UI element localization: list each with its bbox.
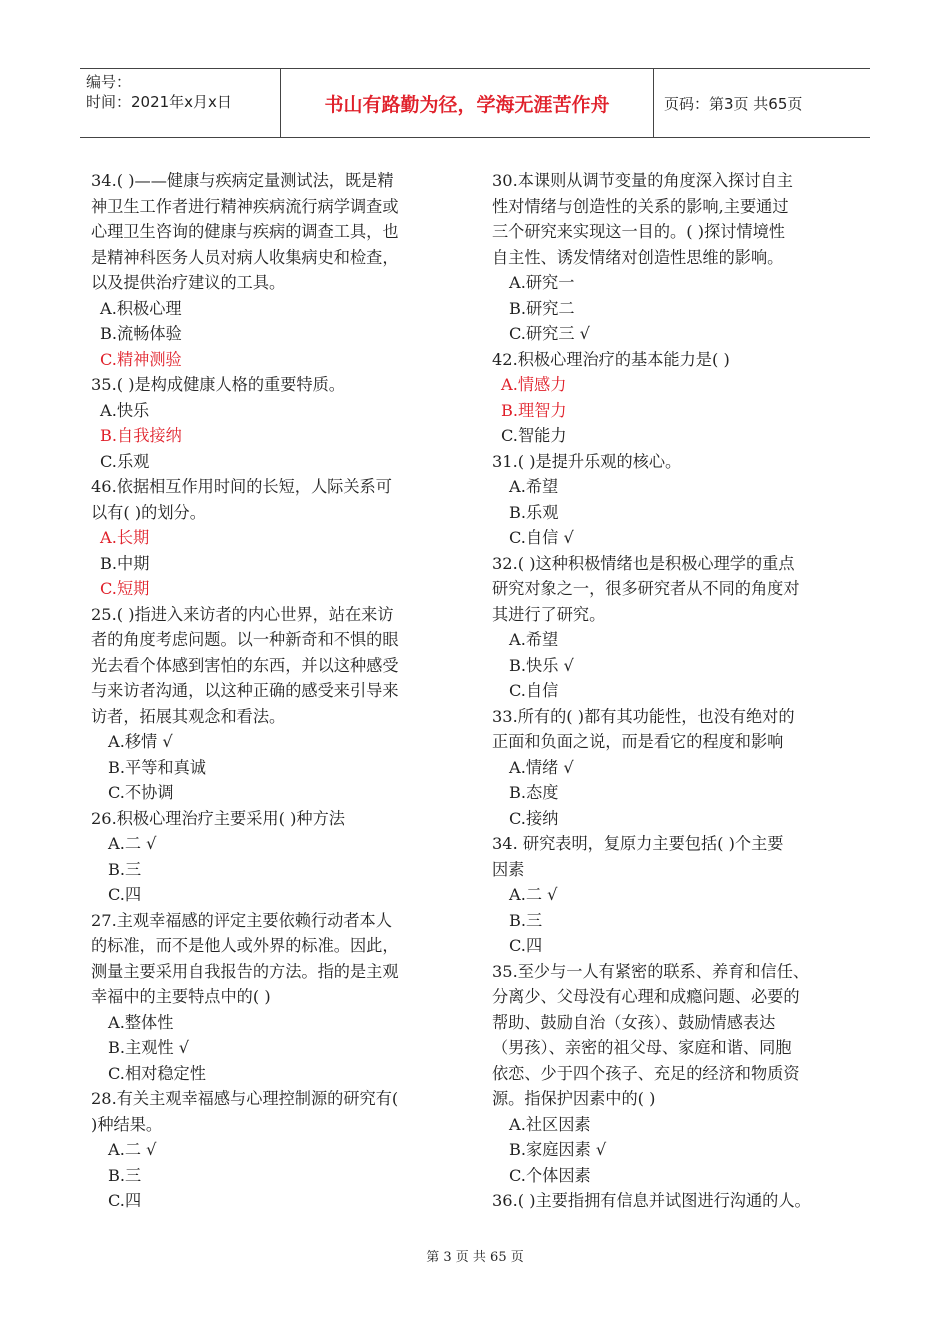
question-line: 源。指保护因素中的( ) bbox=[492, 1089, 656, 1108]
question-line: 访者，拓展其观念和看法。 bbox=[91, 706, 286, 726]
option-line: A.长期 bbox=[100, 528, 150, 547]
header-number-label: 编号： bbox=[86, 73, 132, 91]
option-line: B.快乐 √ bbox=[509, 655, 574, 675]
option-line: B.主观性 √ bbox=[108, 1038, 190, 1057]
header-motto: 书山有路勤为径，学海无涯苦作舟 bbox=[280, 69, 654, 137]
option-line: B.乐观 bbox=[509, 502, 559, 522]
right-column bbox=[492, 168, 872, 1214]
question-line: 幸福中的主要特点中的( ) bbox=[91, 987, 271, 1006]
option-line: A.社区因素 bbox=[509, 1114, 591, 1134]
option-line: B.中期 bbox=[100, 553, 150, 573]
question-line: 30.本课则从调节变量的角度深入探讨自主 bbox=[492, 171, 793, 190]
option-line: B.流畅体验 bbox=[100, 324, 182, 343]
question-line: 的标准，而不是他人或外界的标准。因此， bbox=[91, 936, 399, 955]
question-line: 分离少、父母没有心理和成瘾问题、必要的 bbox=[492, 987, 800, 1006]
option-line: B.理智力 bbox=[501, 400, 567, 420]
question-line: 34. 研究表明，复原力主要包括( )个主要 bbox=[492, 834, 784, 853]
option-line: C.四 bbox=[108, 1191, 142, 1210]
question-line: 自主性、诱发情绪对创造性思维的影响。 bbox=[492, 247, 784, 267]
option-line: A.研究一 bbox=[509, 273, 575, 292]
question-line: 36.( )主要指拥有信息并试图进行沟通的人。 bbox=[492, 1191, 811, 1210]
question-line: 帮助、鼓励自治（女孩）、鼓励情感表达 bbox=[492, 1012, 776, 1032]
question-line: 46.依据相互作用时间的长短，人际关系可 bbox=[91, 477, 392, 496]
option-line: A.快乐 bbox=[100, 400, 150, 420]
question-line: 测量主要采用自我报告的方法。指的是主观 bbox=[91, 961, 399, 981]
header-meta bbox=[80, 69, 280, 137]
option-line: C.不协调 bbox=[108, 783, 174, 802]
option-line: C.研究三 √ bbox=[509, 324, 590, 343]
question-line: 研究对象之一，很多研究者从不同的角度对 bbox=[492, 579, 800, 598]
page-header bbox=[80, 68, 870, 138]
question-line: 正面和负面之说，而是看它的程度和影响 bbox=[492, 732, 784, 751]
option-line: A.移情 √ bbox=[108, 732, 173, 751]
option-line: C.个体因素 bbox=[509, 1165, 591, 1185]
option-line: A.情绪 √ bbox=[509, 757, 574, 777]
header-time-label: 时间：2021年x月x日 bbox=[86, 93, 232, 111]
question-line: 三个研究来实现这一目的。( )探讨情境性 bbox=[492, 222, 785, 241]
option-line: C.精神测验 bbox=[100, 349, 182, 369]
question-line: 性对情绪与创造性的关系的影响,主要通过 bbox=[492, 196, 789, 216]
option-line: A.二 √ bbox=[509, 885, 558, 904]
question-line: 35.( )是构成健康人格的重要特质。 bbox=[91, 375, 345, 394]
question-line: 是精神科医务人员对病人收集病史和检查， bbox=[91, 247, 399, 267]
question-line: 以及提供治疗建议的工具。 bbox=[91, 273, 286, 292]
option-line: B.三 bbox=[108, 1165, 142, 1185]
question-line: 者的角度考虑问题。以一种新奇和不惧的眼 bbox=[91, 630, 399, 649]
left-column bbox=[91, 168, 471, 1214]
question-line: 与来访者沟通，以这种正确的感受来引导来 bbox=[91, 681, 399, 700]
option-line: C.自信 √ bbox=[509, 528, 574, 547]
option-line: C.乐观 bbox=[100, 451, 150, 471]
question-line: 27.主观幸福感的评定主要依赖行动者本人 bbox=[91, 910, 392, 930]
option-line: B.三 bbox=[509, 910, 543, 930]
option-line: A.二 √ bbox=[108, 834, 157, 853]
question-line: （男孩）、亲密的祖父母、家庭和谐、同胞 bbox=[492, 1038, 792, 1057]
question-line: 光去看个体感到害怕的东西，并以这种感受 bbox=[91, 655, 399, 675]
option-line: A.整体性 bbox=[108, 1012, 174, 1032]
option-line: B.平等和真诚 bbox=[108, 757, 206, 777]
option-line: B.研究二 bbox=[509, 298, 575, 318]
question-line: 35.至少与一人有紧密的联系、养育和信任、 bbox=[492, 961, 810, 981]
option-line: C.自信 bbox=[509, 681, 559, 700]
option-line: B.自我接纳 bbox=[100, 426, 182, 445]
option-line: B.家庭因素 √ bbox=[509, 1140, 607, 1159]
question-line: 42.积极心理治疗的基本能力是( ) bbox=[492, 349, 730, 369]
option-line: C.四 bbox=[108, 885, 142, 904]
option-line: B.三 bbox=[108, 859, 142, 879]
question-line: 32.( )这种积极情绪也是积极心理学的重点 bbox=[492, 553, 795, 573]
option-line: A.二 √ bbox=[108, 1140, 157, 1159]
option-line: C.短期 bbox=[100, 579, 150, 598]
question-line: 33.所有的( )都有其功能性，也没有绝对的 bbox=[492, 706, 795, 726]
question-line: 依恋、少于四个孩子、充足的经济和物质资 bbox=[492, 1063, 800, 1083]
option-line: C.相对稳定性 bbox=[108, 1063, 206, 1083]
question-line: 34.( )——健康与疾病定量测试法，既是精 bbox=[91, 171, 394, 190]
option-line: C.四 bbox=[509, 936, 543, 955]
option-line: A.积极心理 bbox=[100, 298, 182, 318]
option-line: A.希望 bbox=[509, 477, 559, 496]
question-line: )种结果。 bbox=[91, 1114, 163, 1134]
question-line: 因素 bbox=[492, 859, 525, 879]
option-line: A.希望 bbox=[509, 630, 559, 649]
question-line: 25.( )指进入来访者的内心世界，站在来访 bbox=[91, 604, 394, 624]
question-line: 以有( )的划分。 bbox=[91, 502, 206, 522]
option-line: C.接纳 bbox=[509, 808, 559, 828]
question-line: 心理卫生咨询的健康与疾病的调查工具，也 bbox=[91, 222, 399, 241]
question-line: 神卫生工作者进行精神疾病流行病学调查或 bbox=[91, 196, 399, 216]
option-line: A.情感力 bbox=[501, 375, 567, 394]
option-line: B.态度 bbox=[509, 783, 559, 802]
question-line: 其进行了研究。 bbox=[492, 604, 606, 624]
question-line: 28.有关主观幸福感与心理控制源的研究有( bbox=[91, 1089, 399, 1108]
page-footer: 第 3 页 共 65 页 bbox=[426, 1250, 524, 1265]
question-line: 31.( )是提升乐观的核心。 bbox=[492, 451, 682, 471]
question-line: 26.积极心理治疗主要采用( )种方法 bbox=[91, 808, 345, 828]
header-page-info: 页码：第3页 共65页 bbox=[664, 94, 803, 113]
option-line: C.智能力 bbox=[501, 426, 567, 445]
